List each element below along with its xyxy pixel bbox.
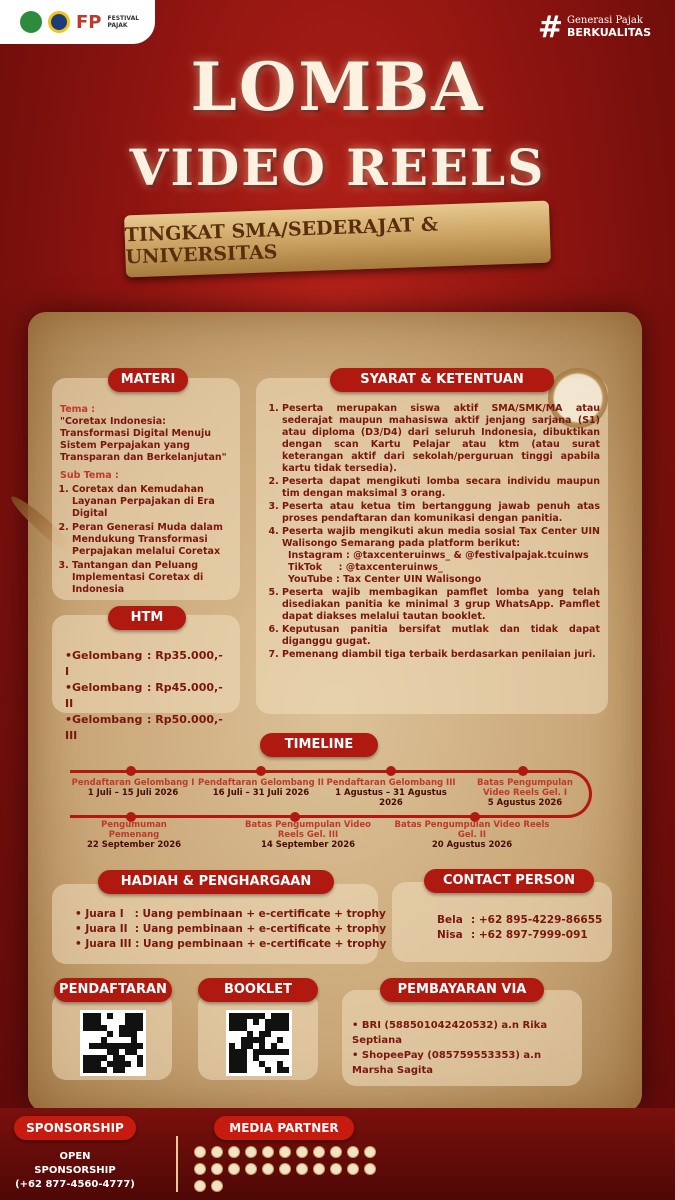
timeline-dot: [126, 766, 136, 776]
subtema-label: Sub Tema :: [60, 470, 119, 481]
timeline-dot: [518, 766, 528, 776]
partner-logo-icon: [245, 1163, 257, 1175]
htm-heading: HTM: [108, 606, 186, 630]
htm-item: •Gelombang II : Rp45.000,-: [65, 681, 223, 710]
sponsorship-text: OPEN SPONSORSHIP (+62 877-4560-4777): [15, 1151, 135, 1190]
festival-pajak-logo-text: FESTIVAL PAJAK: [107, 15, 140, 29]
timeline-event: Pengumuman Pemenang 22 September 2026: [86, 820, 182, 850]
partner-logo-icon: [194, 1180, 206, 1192]
timeline-event: Batas Pengumpulan Video Reels Gel. II 20 Agustus 2026: [394, 820, 550, 850]
partner-logo-icon: [194, 1146, 206, 1158]
subtema-list: [60, 484, 238, 596]
subtema-item: 3. Tantangan dan Peluang Implementasi Coretax di Indonesia: [72, 560, 238, 596]
tema-label: Tema :: [60, 404, 96, 415]
partner-logo-icon: [296, 1163, 308, 1175]
hadiah-item: • Juara II : Uang pembinaan + e-certificate + trophy: [75, 923, 387, 935]
pembayaran-list: [352, 1018, 574, 1078]
contact-list: [437, 913, 602, 943]
pembayaran-item: • ShopeePay (085759553353) a.n Marsha Sagita: [352, 1050, 542, 1076]
qr-cell: [283, 1067, 289, 1073]
partner-logo-icon: [347, 1146, 359, 1158]
sponsorship-heading: SPONSORSHIP: [14, 1116, 136, 1140]
partner-logo-icon: [211, 1163, 223, 1175]
pembayaran-item: • BRI (588501042420532) a.n Rika Septiana: [352, 1020, 548, 1046]
contact-item[interactable]: Nisa : +62 897-7999-091: [437, 929, 588, 941]
syarat-item: 2. Peserta dapat mengikuti lomba secara individu maupun tim dengan maksimal 3 orang.: [282, 476, 600, 500]
level-ribbon: [124, 201, 551, 278]
booklet-qr-code[interactable]: [226, 1010, 292, 1076]
timeline-start-line: [70, 770, 90, 773]
partner-logo-icon: [364, 1163, 376, 1175]
footer-divider: [176, 1136, 178, 1192]
hadiah-list: [75, 907, 386, 952]
partner-logo-icon: [364, 1146, 376, 1158]
uin-logo-icon: [20, 11, 42, 33]
partner-logo-icon: [313, 1146, 325, 1158]
hadiah-item: • Juara I : Uang pembinaan + e-certificate + trophy: [75, 908, 386, 920]
qr-cell: [137, 1067, 143, 1073]
syarat-list: [270, 403, 600, 662]
hadiah-item: • Juara III : Uang pembinaan + e-certificate + trophy: [75, 938, 387, 950]
contact-item[interactable]: Bela : +62 895-4229-86655: [437, 914, 603, 926]
contact-heading: CONTACT PERSON: [424, 869, 594, 893]
syarat-item: 4. Peserta wajib mengikuti akun media sosial Tax Center UIN Walisongo Semarang pada platform berikut: Instagram : @taxcenteruinws_ & @festivalpajak.tcuinws TikTok : @taxcenteruinws_ YouTube : Tax Center UIN Walisongo: [282, 526, 600, 586]
pembayaran-heading: PEMBAYARAN VIA: [380, 978, 544, 1002]
partner-logo-icon: [194, 1163, 206, 1175]
syarat-heading: SYARAT & KETENTUAN: [330, 368, 554, 392]
pendaftaran-heading: PENDAFTARAN: [54, 978, 172, 1002]
social-youtube: YouTube : Tax Center UIN Walisongo: [288, 574, 482, 585]
timeline-event: Pendaftaran Gelombang II 16 Juli – 31 Juli 2026: [198, 778, 324, 798]
htm-item: •Gelombang III : Rp50.000,-: [65, 713, 223, 742]
hashtag-badge: [538, 10, 651, 45]
syarat-item: 3. Peserta atau ketua tim bertanggung jawab penuh atas proses pendaftaran dan komunikasi dengan panitia.: [282, 501, 600, 525]
materi-content: [60, 404, 238, 598]
sponsorship-phone[interactable]: (+62 877-4560-4777): [15, 1179, 135, 1190]
partner-logo-icon: [228, 1163, 240, 1175]
social-tiktok: TikTok : @taxcenteruinws_: [288, 562, 443, 573]
partner-logo-icon: [245, 1146, 257, 1158]
partner-logo-icon: [262, 1146, 274, 1158]
pendaftaran-qr-code[interactable]: [80, 1010, 146, 1076]
organizer-logos: [0, 0, 155, 44]
timeline-event: Pendaftaran Gelombang I 1 Juli – 15 Juli 2026: [71, 778, 195, 798]
materi-heading: MATERI: [108, 368, 188, 392]
tax-center-logo-icon: [48, 11, 70, 33]
ribbon-text: TINGKAT SMA/SEDERAJAT & UNIVERSITAS: [124, 213, 439, 269]
festival-pajak-logo: FP: [76, 11, 102, 33]
hashtag-symbol: #: [537, 10, 563, 45]
partner-logo-icon: [347, 1163, 359, 1175]
syarat-item: 7. Pemenang diambil tiga terbaik berdasarkan penilaian juri.: [282, 649, 600, 661]
partner-logo-icon: [279, 1163, 291, 1175]
timeline-dot: [256, 766, 266, 776]
timeline-event: Pendaftaran Gelombang III 1 Agustus – 31 Agustus 2026: [326, 778, 456, 808]
partner-logo-icon: [262, 1163, 274, 1175]
syarat-item: 6. Keputusan panitia bersifat mutlak dan tidak dapat diganggu gugat.: [282, 624, 600, 648]
subtema-item: 1. Coretax dan Kemudahan Layanan Perpajakan di Era Digital: [72, 484, 238, 520]
title-line-1: LOMBA: [190, 48, 485, 126]
title-line-2: VIDEO REELS: [129, 138, 546, 197]
syarat-item: 5. Peserta wajib membagikan pamflet lomba yang telah disediakan panitia ke minimal 3 grup WhatsApp. Pamflet dapat diakses melalui tautan booklet.: [282, 587, 600, 623]
subtema-item: 2. Peran Generasi Muda dalam Mendukung Transformasi Perpajakan melalui Coretax: [72, 522, 238, 558]
timeline-heading: TIMELINE: [260, 733, 378, 757]
media-partner-logos: [194, 1146, 384, 1192]
partner-logo-icon: [279, 1146, 291, 1158]
timeline-event: Batas Pengumpulan Video Reels Gel. III 14 September 2026: [245, 820, 371, 850]
htm-list: [65, 648, 223, 744]
partner-logo-icon: [330, 1163, 342, 1175]
booklet-heading: BOOKLET: [198, 978, 318, 1002]
partner-logo-icon: [211, 1180, 223, 1192]
timeline-event: Batas Pengumpulan Video Reels Gel. I 5 Agustus 2026: [477, 778, 573, 808]
hashtag-text: Generasi Pajak BERKUALITAS: [567, 15, 651, 39]
tema-text: "Coretax Indonesia: Transformasi Digital Menuju Sistem Perpajakan yang Transparan dan Berkelanjutan": [60, 416, 227, 463]
timeline-dot: [386, 766, 396, 776]
partner-logo-icon: [313, 1163, 325, 1175]
media-partner-heading: MEDIA PARTNER: [214, 1116, 354, 1140]
partner-logo-icon: [211, 1146, 223, 1158]
hadiah-heading: HADIAH & PENGHARGAAN: [98, 870, 334, 894]
syarat-item: 1. Peserta merupakan siswa aktif SMA/SMK/MA atau sederajat maupun mahasiswa aktif jenjang sarjana (S1) atau diploma (D3/D4) dari seluruh Indonesia, dibuktikan dengan scan Kartu Pelajar atau ktm (atau surat keterangan aktif dari sekolah/perguruan tinggi apabila kartu tidak tersedia).: [282, 403, 600, 475]
partner-logo-icon: [228, 1146, 240, 1158]
partner-logo-icon: [330, 1146, 342, 1158]
social-instagram: Instagram : @taxcenteruinws_ & @festivalpajak.tcuinws: [288, 550, 589, 561]
partner-logo-icon: [296, 1146, 308, 1158]
htm-item: •Gelombang I : Rp35.000,-: [65, 649, 223, 678]
